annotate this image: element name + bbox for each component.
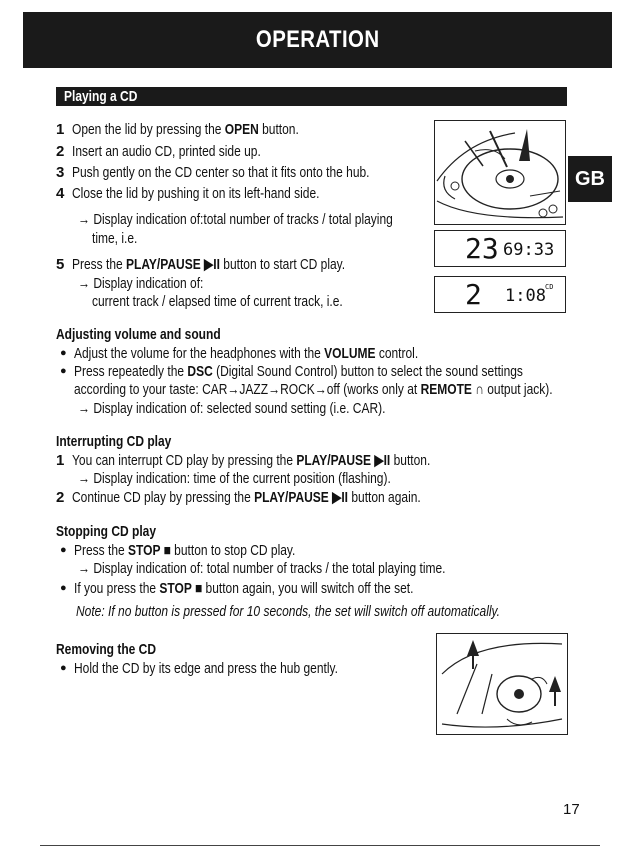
lcd-cd-tag: CD (545, 283, 554, 291)
bullet-text: according to your taste: CAR→JAZZ→ROCK→off (works only at REMOTE ∩ output jack). (74, 381, 553, 398)
result-text: → Display indication of:total number of tracks / total playing (78, 211, 393, 228)
page-number: 17 (563, 801, 580, 818)
bullet-icon: ● (60, 347, 67, 359)
step-number: 3 (56, 164, 65, 181)
step-number: 2 (56, 489, 65, 506)
bullet-icon: ● (60, 662, 67, 674)
result-text: time, i.e. (92, 230, 138, 247)
result-text: → Display indication: time of the current position (flashing). (78, 470, 391, 487)
language-tab: GB (568, 156, 612, 202)
section-heading: Adjusting volume and sound (56, 326, 221, 343)
step-text: Close the lid by pushing it on its left-hand side. (72, 185, 320, 202)
bottom-rule (40, 845, 600, 846)
lcd-elapsed-time: 1:08 (505, 286, 546, 306)
section-heading: Interrupting CD play (56, 433, 172, 450)
cd-lid-diagram (435, 121, 565, 224)
step-text: Insert an audio CD, printed side up. (72, 143, 261, 160)
lcd-current-track: 2 (465, 278, 482, 311)
section-bar (56, 87, 567, 106)
step-number: 2 (56, 143, 65, 160)
step-text: Open the lid by pressing the OPEN button. (72, 121, 299, 138)
cd-removal-illustration (436, 633, 568, 735)
lcd-total-time: 69:33 (503, 240, 555, 260)
step-text: Continue CD play by pressing the PLAY/PAUSE ▶II button again. (72, 489, 421, 506)
section-heading: Stopping CD play (56, 523, 156, 540)
result-text: current track / elapsed time of current track, i.e. (92, 293, 343, 310)
section-heading: Removing the CD (56, 641, 157, 658)
bullet-icon: ● (60, 544, 67, 556)
lcd-display-total (434, 230, 566, 267)
step-number: 4 (56, 185, 65, 202)
bullet-text: Hold the CD by its edge and press the hub gently. (74, 660, 338, 677)
step-number: 1 (56, 452, 65, 469)
note-text: Note: If no button is pressed for 10 seconds, the set will switch off automatically. (76, 603, 500, 620)
section-title: Playing a CD (64, 88, 138, 105)
step-number: 1 (56, 121, 65, 138)
result-text: → Display indication of: selected sound setting (i.e. CAR). (78, 400, 386, 417)
cd-removal-diagram (437, 634, 567, 734)
lcd-display-current (434, 276, 566, 313)
cd-player-illustration (434, 120, 566, 225)
bullet-text: Press repeatedly the DSC (Digital Sound Control) button to select the sound settings (74, 363, 523, 380)
result-text: → Display indication of: (78, 275, 204, 292)
page-title: OPERATION (255, 26, 380, 53)
bullet-text: Press the STOP ■ button to stop CD play. (74, 542, 296, 559)
bullet-text: Adjust the volume for the headphones with the VOLUME control. (74, 345, 419, 362)
step-text: Push gently on the CD center so that it fits onto the hub. (72, 164, 370, 181)
step-text: Press the PLAY/PAUSE ▶II button to start CD play. (72, 256, 346, 273)
header-bar (23, 12, 612, 68)
bullet-text: If you press the STOP ■ button again, you will switch off the set. (74, 580, 414, 597)
step-number: 5 (56, 256, 65, 273)
bullet-icon: ● (60, 365, 67, 377)
step-text: You can interrupt CD play by pressing the PLAY/PAUSE ▶II button. (72, 452, 431, 469)
lcd-total-tracks: 23 (465, 232, 499, 265)
bullet-icon: ● (60, 582, 67, 594)
result-text: → Display indication of: total number of tracks / the total playing time. (78, 560, 446, 577)
